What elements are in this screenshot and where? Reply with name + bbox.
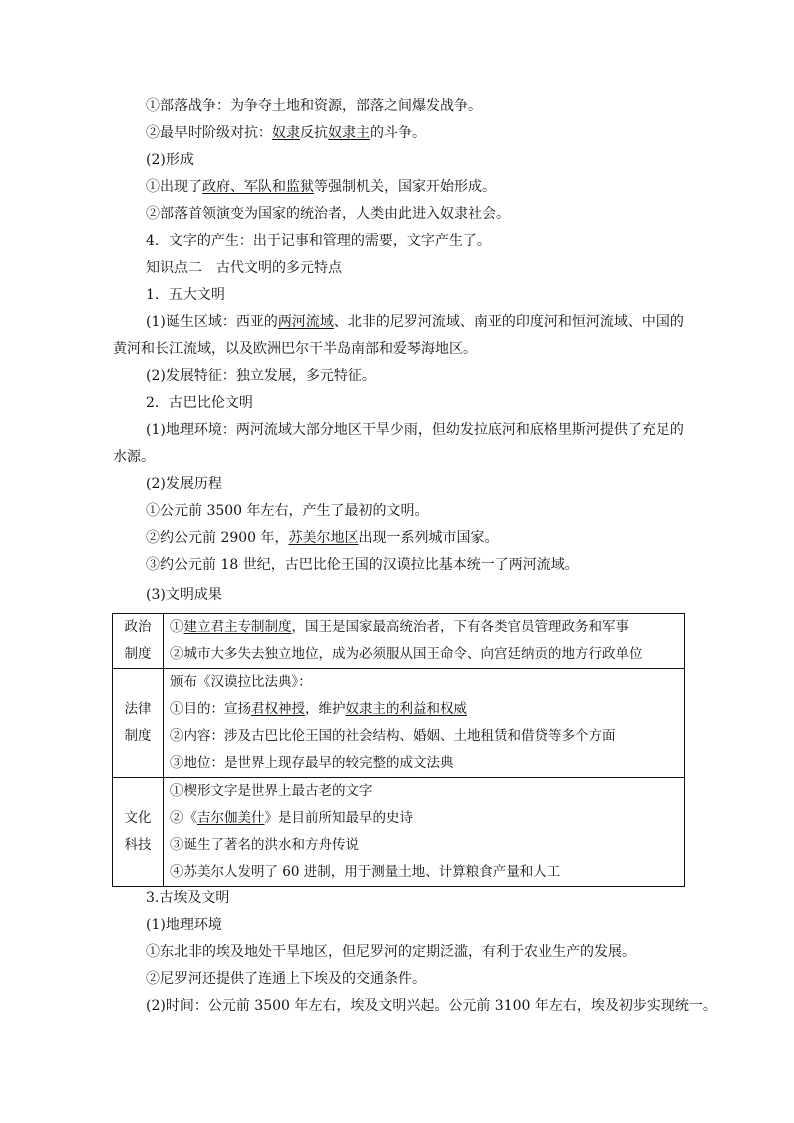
table-cell-line: ③地位：是世界上现存最早的较完整的成文法典: [170, 755, 454, 771]
history-item-1: ①公元前 3500 年左右，产生了最初的文明。: [146, 503, 429, 519]
development-feature: (2)发展特征：独立发展，多元特征。: [146, 368, 376, 384]
formation-item-2: ②部落首领演变为国家的统治者，人类由此进入奴隶社会。: [146, 206, 510, 222]
formation-heading: (2)形成: [146, 152, 194, 168]
section-heading-egypt: 3.古埃及文明: [146, 890, 230, 906]
text: 等强制机关，国家开始形成。: [314, 179, 496, 195]
category-culture: [113, 778, 164, 887]
table-cell-line: 颁布《汉谟拉比法典》：: [170, 674, 312, 690]
table-cell-line: ②城市大多失去独立地位，成为必须服从国王命令、向宫廷纳贡的地方行政单位: [170, 646, 643, 662]
table-row: [113, 778, 685, 887]
category-label: 政治: [124, 619, 152, 635]
text: 反抗: [300, 125, 328, 141]
knowledge-point-heading: 知识点二 古代文明的多元特点: [146, 260, 342, 276]
underlined-term: 苏美尔地区: [288, 530, 359, 546]
table-cell-line: ④苏美尔人发明了 60 进制，用于测量土地、计算粮食产量和人工: [170, 864, 561, 880]
underlined-term: 建立君主专制制度: [183, 619, 292, 635]
table-cell-line: [170, 805, 684, 832]
text: ①目的：宣扬: [170, 701, 251, 717]
achievements-heading: (3)文明成果: [146, 587, 222, 603]
table-cell-line: [170, 614, 684, 641]
text: 的斗争。: [370, 125, 426, 141]
egypt-geography-item-1: ①东北非的埃及地处干旱地区，但尼罗河的定期泛滥，有利于农业生产的发展。: [146, 944, 636, 960]
geography-paragraph: (1)地理环境：两河流域大部分地区干旱少雨，但幼发拉底河和底格里斯河提供了充足的: [146, 422, 684, 438]
conflict-item-2: [146, 124, 426, 142]
category-law: [113, 669, 164, 778]
law-items: [164, 669, 685, 778]
text: ①出现了: [146, 179, 202, 195]
underlined-term: 君权神授: [251, 701, 305, 717]
underlined-term: 奴隶主: [328, 125, 370, 141]
table-row: [113, 614, 685, 669]
table-cell-line: [170, 696, 684, 723]
formation-item-1: [146, 178, 496, 196]
underlined-term: 奴隶主的利益和权威: [345, 701, 467, 717]
category-label: 科技: [124, 837, 152, 853]
text: 、北非的尼罗河流域、南亚的印度河和恒河流域、中国的: [333, 314, 684, 330]
underlined-term: 奴隶: [272, 125, 300, 141]
table-cell-line: ①楔形文字是世界上最古老的文字: [170, 783, 373, 799]
writing-origin: 4．文字的产生：出于记事和管理的需要，文字产生了。: [146, 233, 491, 249]
category-politics: [113, 614, 164, 669]
category-label: 文化: [124, 810, 152, 826]
text: ②《: [170, 810, 197, 826]
text: ②最早时阶级对抗：: [146, 125, 272, 141]
conflict-item-1: ①部落战争：为争夺土地和资源，部落之间爆发战争。: [146, 98, 482, 114]
text: ②约公元前 2900 年，: [146, 530, 289, 546]
geography-paragraph-cont: 水源。: [113, 449, 155, 465]
egypt-geography-item-2: ②尼罗河还提供了连通上下埃及的交通条件。: [146, 971, 426, 987]
section-heading-babylon: 2．古巴比伦文明: [146, 395, 253, 411]
text: ①: [170, 619, 184, 635]
category-label: 法律: [124, 701, 152, 717]
text: ，维护: [305, 701, 346, 717]
text: 》是目前所知最早的史诗: [264, 810, 413, 826]
text: 出现一系列城市国家。: [358, 530, 499, 546]
category-label: 制度: [124, 646, 152, 662]
table-row: [113, 669, 685, 778]
text: ，国王是国家最高统治者，下有各类官员管理政务和军事: [291, 619, 629, 635]
culture-items: [164, 778, 685, 887]
table-cell-line: ②内容：涉及古巴比伦王国的社会结构、婚姻、土地租赁和借贷等多个方面: [170, 728, 616, 744]
history-item-2: [146, 529, 499, 547]
history-item-3: ③约公元前 18 世纪，古巴比伦王国的汉谟拉比基本统一了两河流域。: [146, 557, 579, 573]
politics-items: [164, 614, 685, 669]
underlined-term: 政府、军队和监狱: [202, 179, 314, 195]
category-label: 制度: [124, 728, 152, 744]
underlined-term: 两河流域: [277, 314, 334, 330]
achievements-table: [112, 613, 685, 887]
history-heading: (2)发展历程: [146, 476, 222, 492]
birth-region-paragraph: [146, 313, 684, 331]
table-cell-line: ③诞生了著名的洪水和方舟传说: [170, 837, 359, 853]
section-heading-five-civilizations: 1．五大文明: [146, 287, 225, 303]
text: (1)诞生区域：西亚的: [146, 314, 278, 330]
underlined-term: 吉尔伽美什: [197, 810, 265, 826]
egypt-geography-heading: (1)地理环境: [146, 917, 222, 933]
egypt-time: (2)时间：公元前 3500 年左右，埃及文明兴起。公元前 3100 年左右，埃及初步实现统一。: [146, 998, 717, 1014]
birth-region-paragraph-cont: 黄河和长江流域，以及欧洲巴尔干半岛南部和爱琴海地区。: [113, 341, 477, 357]
